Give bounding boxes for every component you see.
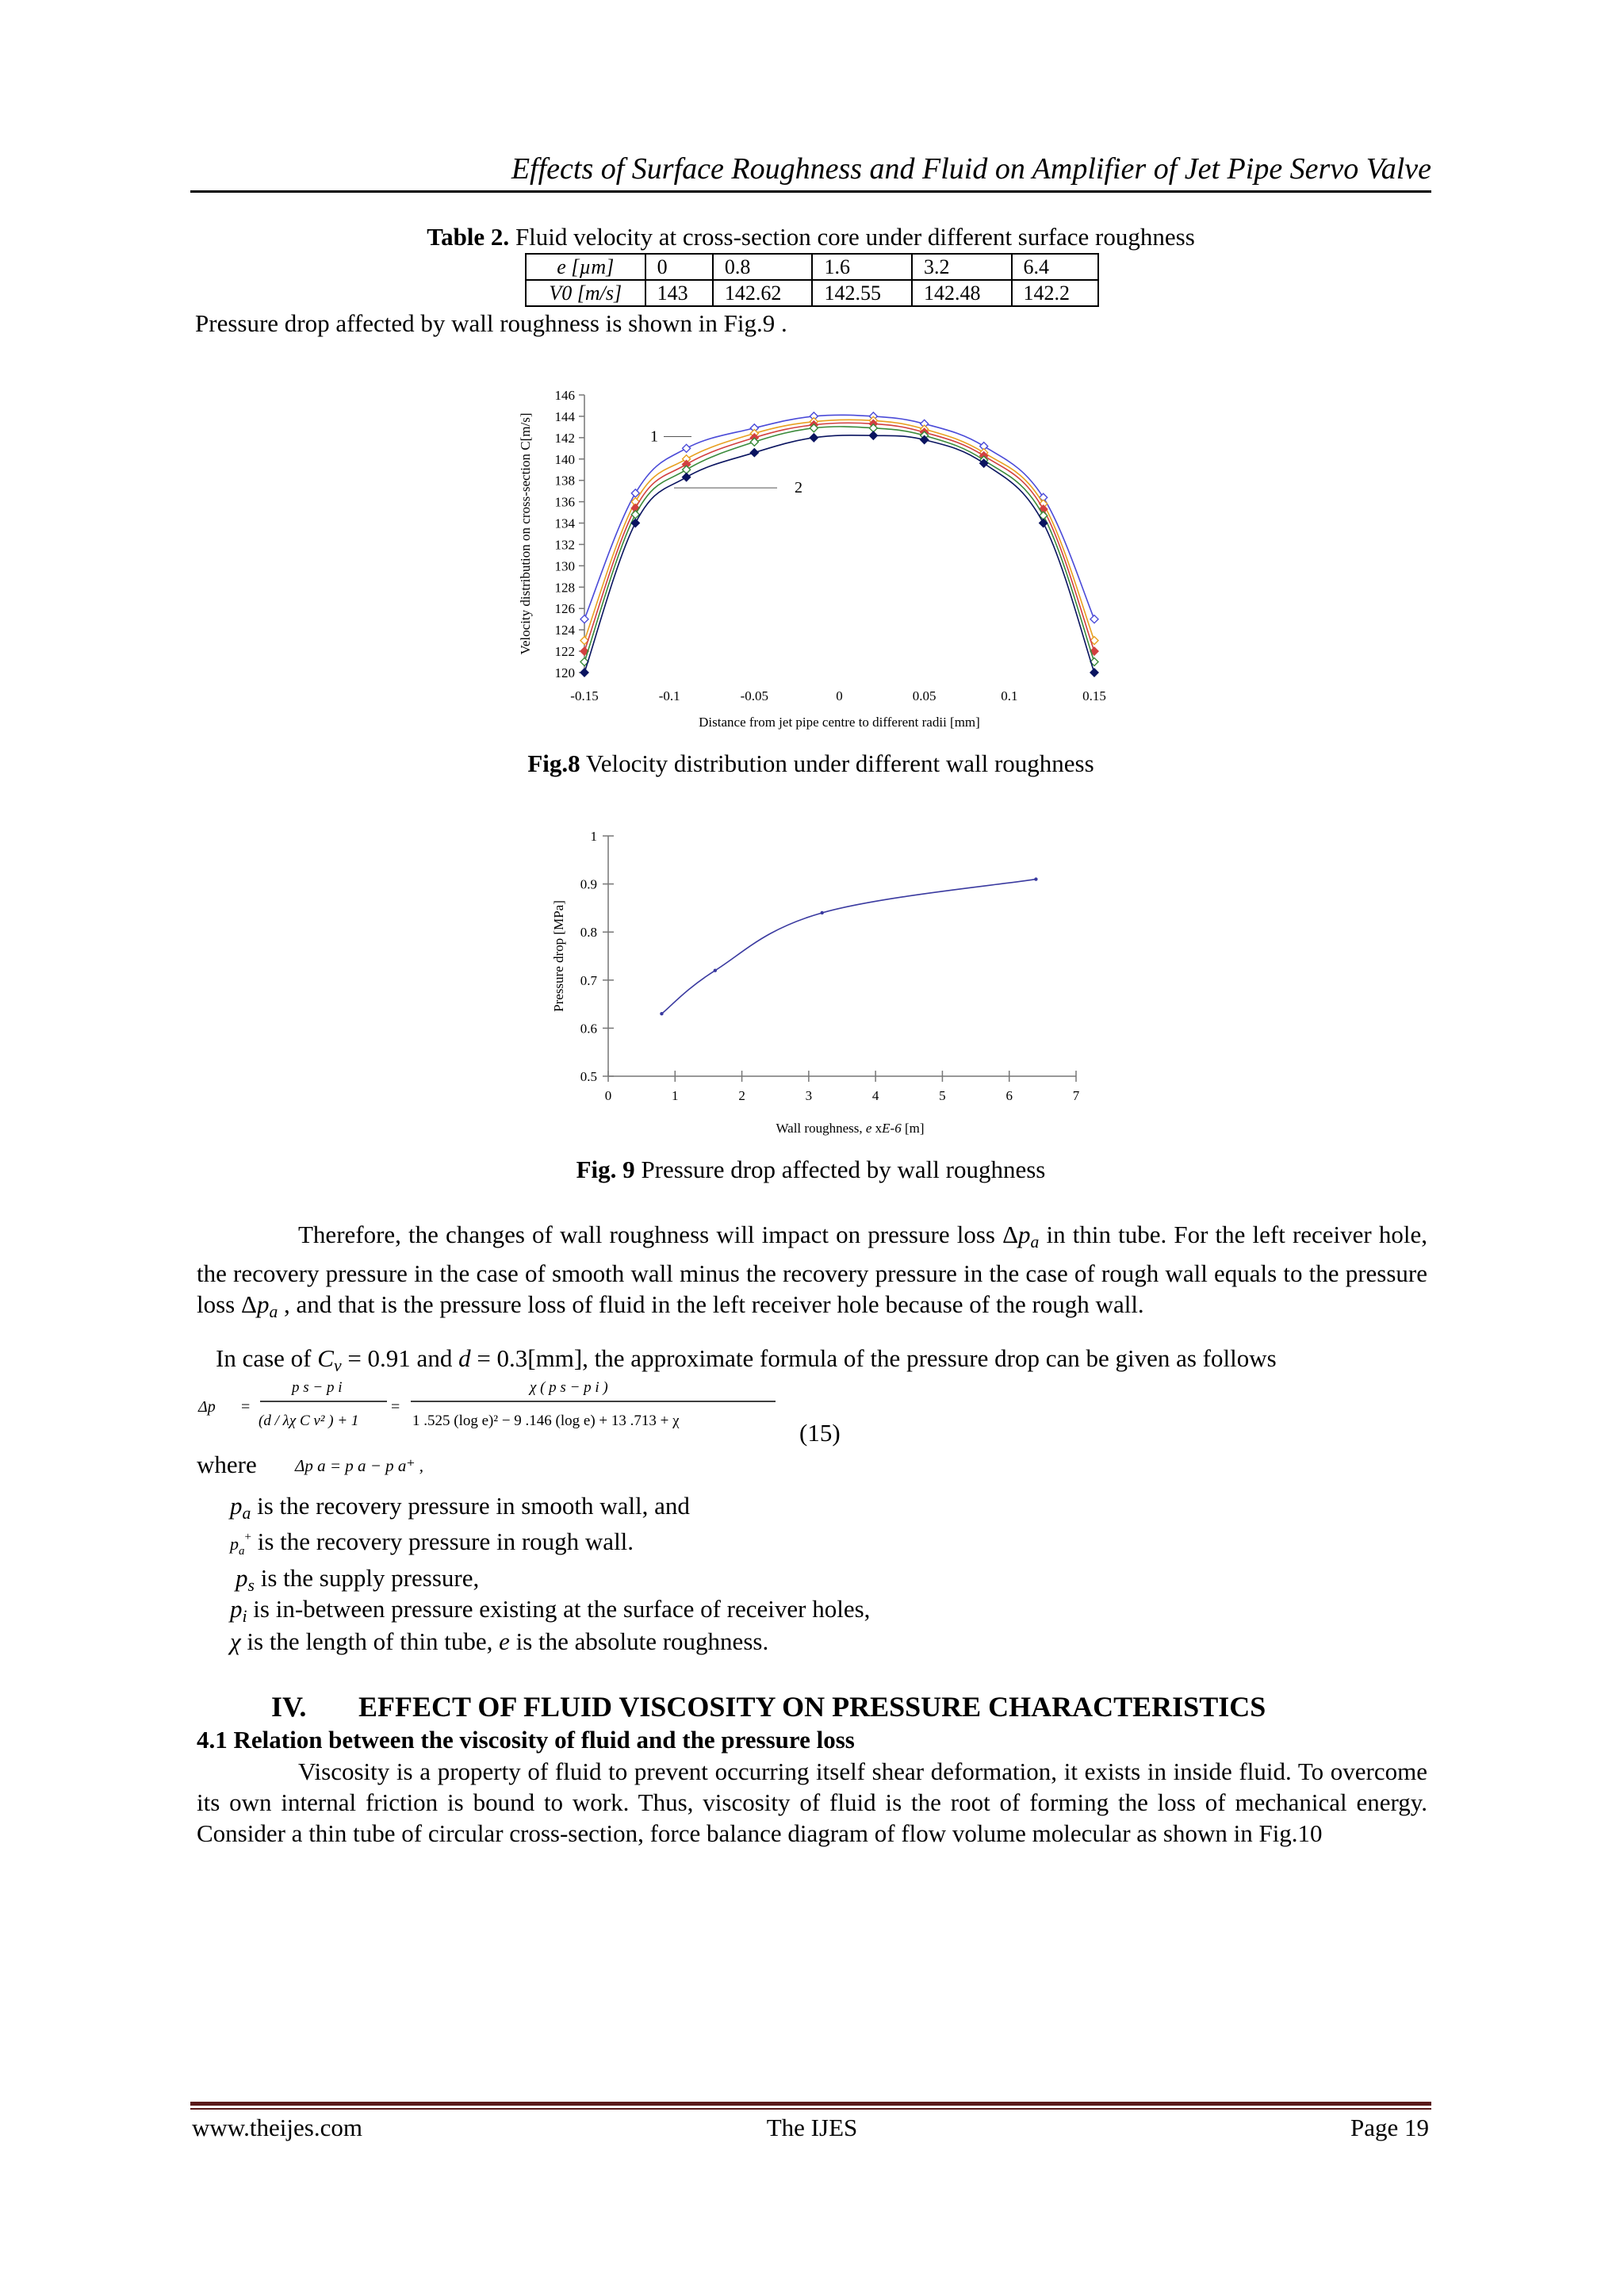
x-tick-label: 0.05: [912, 688, 936, 703]
data-point: [683, 444, 691, 452]
annotation-1: 1: [650, 427, 658, 446]
definition-ps: $p_s$ is the supply pressure,: [236, 1564, 480, 1595]
x-axis-label: Wall roughness, e xE-6 [m]: [776, 1121, 925, 1136]
series-line: [584, 427, 1094, 662]
x-tick-label: 1: [672, 1088, 679, 1103]
table2-caption-label: Table 2.: [427, 223, 510, 251]
table-cell: 143: [645, 280, 713, 306]
y-tick-label: 0.8: [580, 925, 597, 941]
equation-den2: 1 .525 (log e)² − 9 .146 (log e) + 13 .713 + χ: [412, 1412, 680, 1429]
series-line: [584, 435, 1094, 673]
x-tick-label: 3: [805, 1088, 813, 1103]
x-tick-label: 4: [871, 1088, 879, 1103]
y-tick-label: 128: [554, 580, 575, 596]
data-point: [869, 431, 877, 439]
fig8-caption-text: Velocity distribution under different wall roughness: [585, 749, 1094, 777]
fig9-caption: [190, 1155, 1431, 1185]
y-tick-label: 0.6: [580, 1021, 597, 1037]
fig8-caption: [190, 749, 1431, 779]
x-tick-label: -0.15: [570, 688, 599, 703]
data-point: [714, 968, 717, 972]
table-cell: e [µm]: [526, 254, 645, 280]
table-cell: V0 [m/s]: [526, 280, 645, 306]
y-tick-label: 130: [554, 558, 575, 574]
definition-chi-e: χ is the length of thin tube, e is the absolute roughness.: [230, 1627, 769, 1655]
x-tick-label: 2: [738, 1088, 745, 1103]
x-tick-label: -0.1: [658, 688, 680, 703]
y-tick-label: 140: [554, 451, 575, 467]
x-tick-label: 0.15: [1082, 688, 1106, 703]
y-tick-label: 134: [554, 516, 575, 531]
y-axis-label: Velocity distribution on cross-section C[m/s]: [518, 412, 533, 655]
equation-den1: (d / λχ C v² ) + 1: [259, 1412, 359, 1429]
table2-caption-text: Fluid velocity at cross-section core under different surface roughness: [515, 223, 1195, 251]
table-cell: 3.2: [912, 254, 1012, 280]
data-point: [1034, 877, 1037, 880]
data-point: [810, 434, 818, 442]
annotation-2: 2: [795, 479, 802, 497]
table-cell: 142.55: [812, 280, 912, 306]
table-row: [526, 280, 1098, 306]
table-cell: 6.4: [1012, 254, 1099, 280]
x-tick-label: 5: [939, 1088, 946, 1103]
equation-equals-2: =: [391, 1398, 400, 1416]
table-row: [526, 254, 1098, 280]
y-tick-label: 1: [590, 829, 597, 844]
y-tick-label: 120: [554, 665, 575, 680]
where-equation: Δp a = p a − p a⁺ ,: [295, 1456, 424, 1475]
table-cell: 142.62: [713, 280, 813, 306]
data-point: [821, 911, 824, 914]
velocity-table: [525, 253, 1099, 307]
footer-journal: The IJES: [766, 2114, 858, 2141]
equation-num2: χ ( p s − p i ): [530, 1379, 608, 1396]
x-tick-label: -0.05: [740, 688, 769, 703]
equation-15: [197, 1376, 847, 1447]
series-line: [661, 880, 1036, 1014]
velocity-distribution-chart: [508, 373, 1126, 738]
x-tick-label: 6: [1005, 1088, 1013, 1103]
where-label: where: [197, 1451, 257, 1478]
equation-num1: p s − p i: [292, 1379, 343, 1396]
definition-pa-plus: $p_a^+$ is the recovery pressure in rough wall.: [230, 1527, 634, 1558]
table-cell: 142.2: [1012, 280, 1099, 306]
y-tick-label: 138: [554, 473, 575, 489]
definition-pi: $p_i$ is in-between pressure existing at the surface of receiver holes,: [230, 1595, 871, 1626]
fig9-label: Fig. 9: [576, 1156, 635, 1183]
table-cell: 0: [645, 254, 713, 280]
table-cell: 1.6: [812, 254, 912, 280]
y-tick-label: 0.7: [580, 972, 597, 988]
x-tick-label: 7: [1072, 1088, 1080, 1103]
footer-website: www.theijes.com: [192, 2114, 362, 2141]
data-point: [1090, 615, 1098, 623]
series-line: [584, 415, 1094, 619]
y-tick-label: 136: [554, 494, 575, 510]
pressure-drop-chart: [539, 817, 1094, 1150]
x-axis-label: Distance from jet pipe centre to different radii [mm]: [699, 715, 980, 730]
x-tick-label: 0: [604, 1088, 612, 1103]
series-line: [584, 423, 1094, 651]
fig9-caption-text: Pressure drop affected by wall roughness: [641, 1156, 1046, 1183]
table2-caption: [190, 222, 1431, 252]
intro-line: Pressure drop affected by wall roughness is shown in Fig.9 .: [195, 309, 787, 337]
header-rule: [190, 190, 1431, 193]
x-tick-label: 0.1: [1001, 688, 1018, 703]
y-tick-label: 144: [554, 408, 575, 424]
data-point: [683, 473, 691, 481]
x-tick-label: 0: [836, 688, 843, 703]
subsection-title: 4.1 Relation between the viscosity of fluid and the pressure loss: [197, 1726, 855, 1754]
data-point: [660, 1012, 663, 1015]
y-axis-label: Pressure drop [MPa]: [551, 900, 566, 1012]
paragraph-viscosity: Viscosity is a property of fluid to prevent occurring itself shear deformation, it exists in inside fluid. To overcome its own internal friction is bound to work. Thus, viscosity of fluid is the root of forming the loss of mechanical energy. Consider a thin tube of circular cross-section, force balance diagram of flow volume molecular as shown in Fig.10: [197, 1757, 1427, 1847]
paragraph-formula-intro: In case of $C_v = 0.91$ and d = 0.3[mm], the approximate formula of the pressure drop can be given as follows: [216, 1344, 1277, 1375]
footer-rule-thin: [190, 2108, 1431, 2110]
y-tick-label: 132: [554, 537, 575, 553]
data-point: [1090, 669, 1098, 677]
fig8-label: Fig.8: [527, 749, 580, 777]
running-title: Effects of Surface Roughness and Fluid on Amplifier of Jet Pipe Servo Valve: [511, 152, 1431, 186]
footer-page-number: Page 19: [1350, 2114, 1429, 2141]
data-point: [580, 615, 588, 623]
y-tick-label: 146: [554, 388, 575, 403]
series-line: [584, 420, 1094, 640]
paragraph-pressure-loss: Therefore, the changes of wall roughness will impact on pressure loss $\Delta p_a$ in thin tube. For the left receiver hole, the recovery pressure in the case of smooth wall minus the recovery pressure in the case of rough wall equals to the pressure loss $\Delta p_a$ , and that is the pressure loss of fluid in the left receiver hole because of the rough wall.: [197, 1221, 1428, 1321]
y-tick-label: 126: [554, 601, 575, 617]
table-cell: 142.48: [912, 280, 1012, 306]
data-point: [750, 449, 758, 457]
y-tick-label: 0.9: [580, 876, 597, 892]
footer-rule: [190, 2102, 1431, 2106]
y-tick-label: 142: [554, 430, 575, 446]
equation-lhs: Δp: [198, 1398, 216, 1416]
y-tick-label: 122: [554, 644, 575, 660]
definition-pa: $p_a$ is the recovery pressure in smooth wall, and: [230, 1492, 690, 1523]
equation-equals: =: [241, 1398, 251, 1416]
section-title: EFFECT OF FLUID VISCOSITY ON PRESSURE CHARACTERISTICS: [358, 1691, 1266, 1723]
equation-number: (15): [799, 1419, 841, 1447]
data-point: [580, 669, 588, 677]
table-cell: 0.8: [713, 254, 813, 280]
section-number: IV.: [271, 1691, 307, 1723]
y-tick-label: 124: [554, 623, 575, 638]
y-tick-label: 0.5: [580, 1069, 597, 1084]
